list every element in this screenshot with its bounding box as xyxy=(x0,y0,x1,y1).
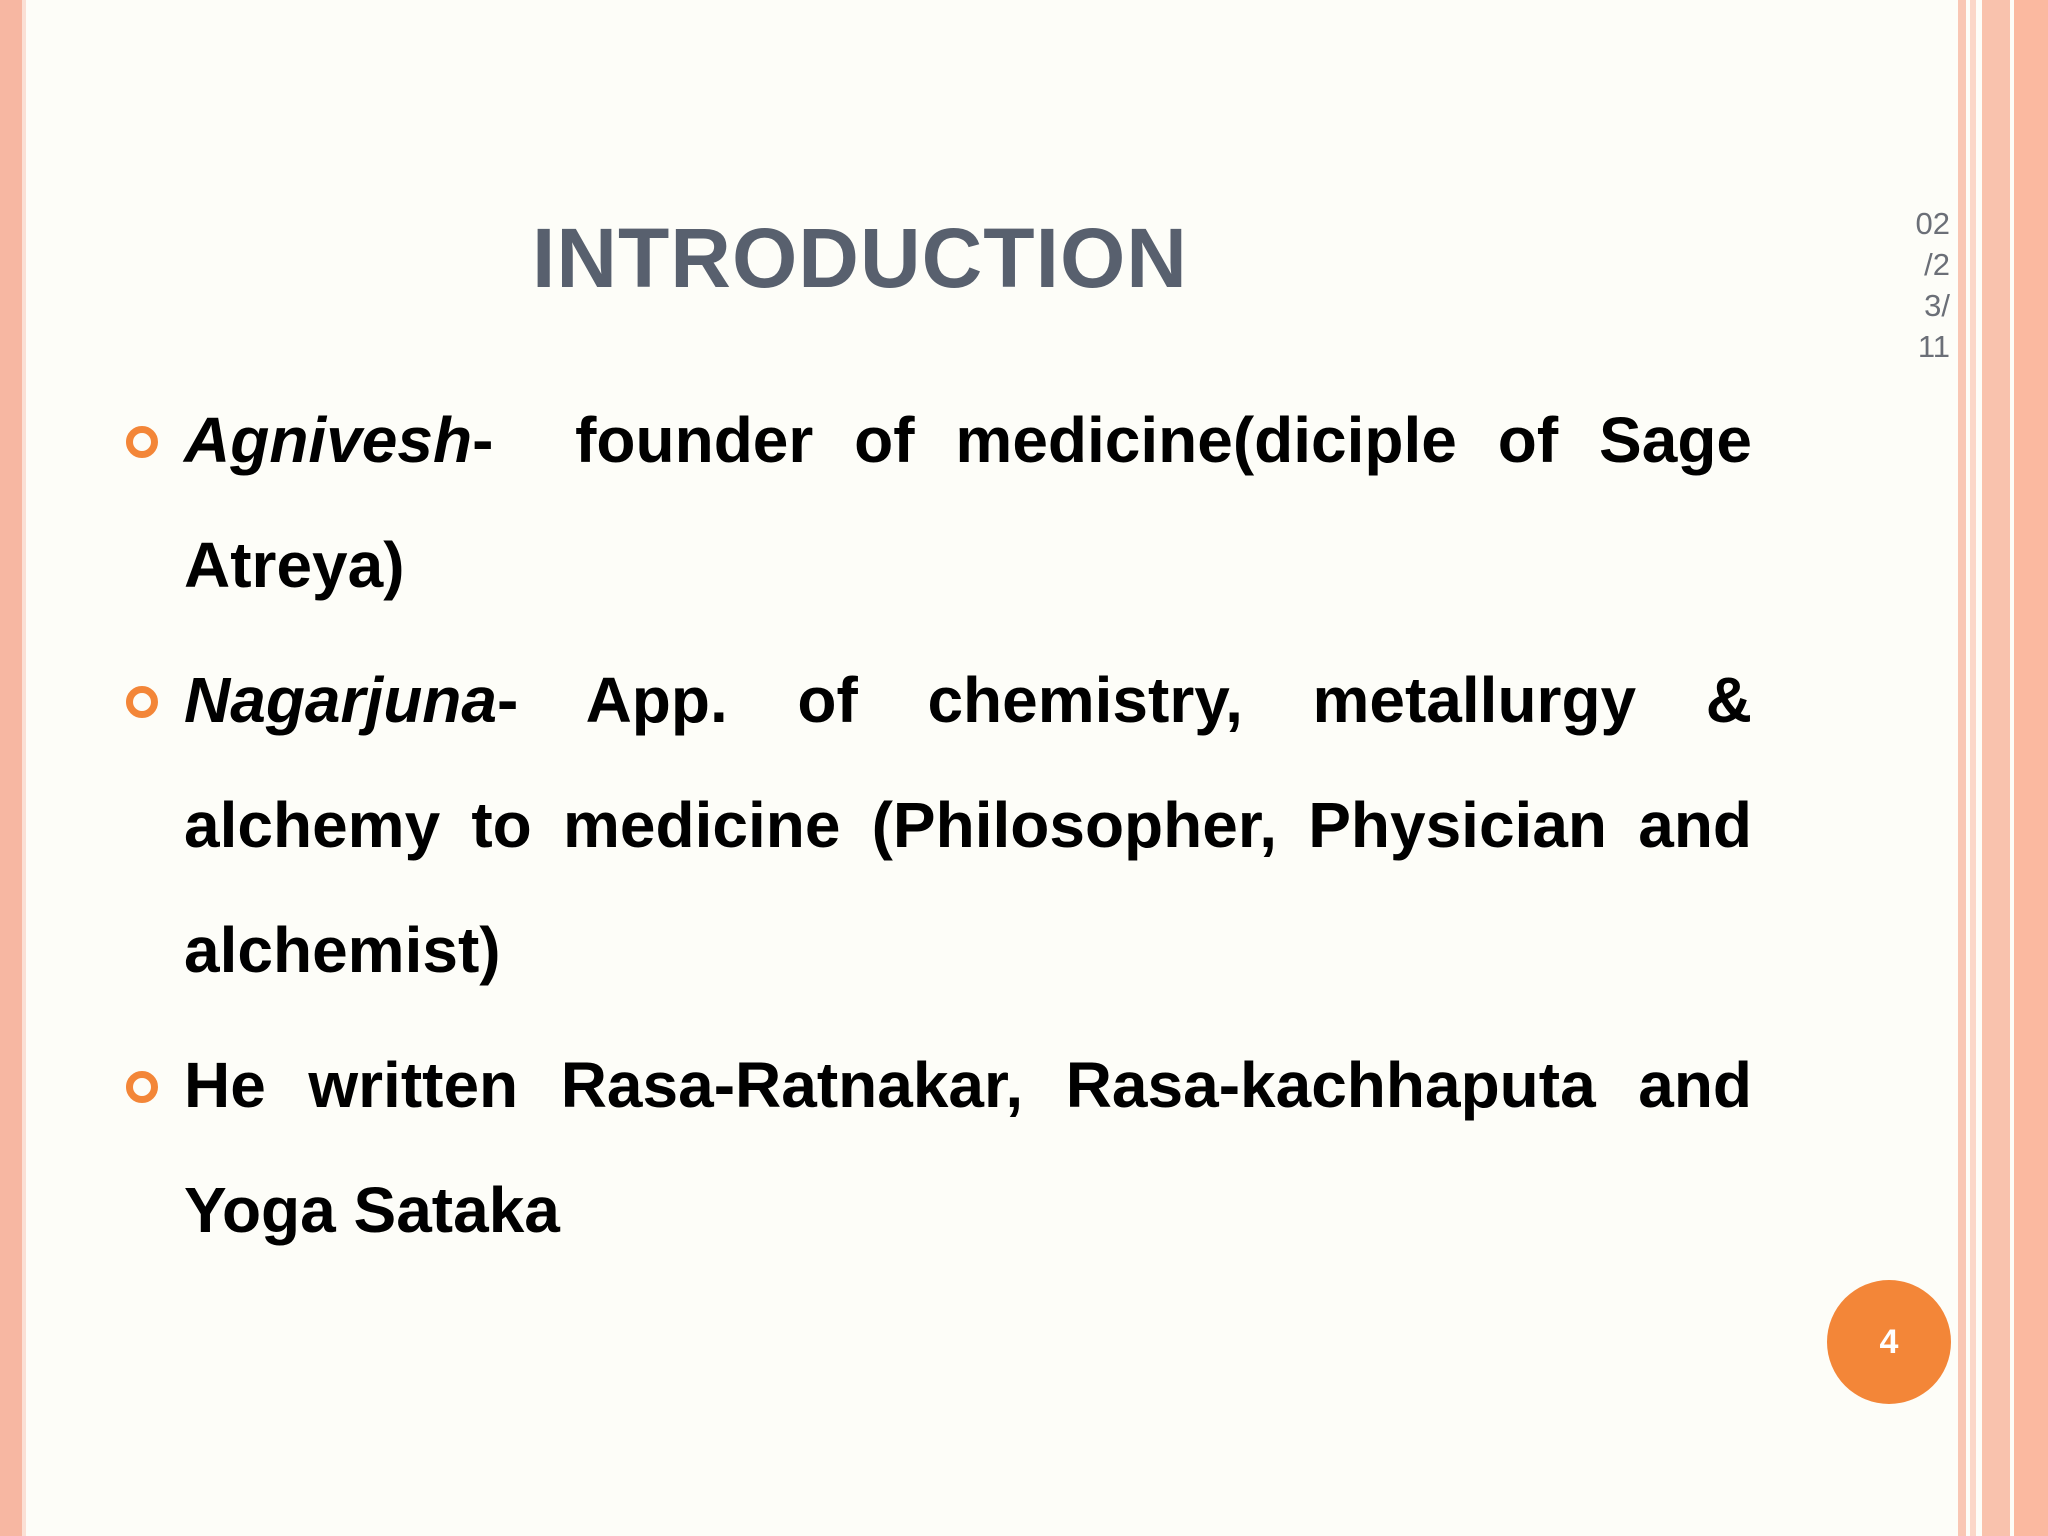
bullet-separator: - xyxy=(472,404,576,476)
bullet-text: App. of chemistry, metallurgy & alchemy to medicine (Philosopher, Physician and alchemist) xyxy=(184,664,1753,986)
right-decorative-band xyxy=(2014,0,2048,1536)
bullet-name: Nagarjuna xyxy=(184,664,497,736)
bullet-text: He written Rasa-Ratnakar, Rasa-kachhaputa and Yoga Sataka xyxy=(184,1049,1752,1246)
left-decorative-border-inner xyxy=(22,0,26,1536)
page-number: 4 xyxy=(1879,1322,1899,1361)
bullet-name: Agnivesh xyxy=(184,404,473,476)
bullet-ring-icon xyxy=(126,426,158,458)
right-decorative-band xyxy=(1970,0,1976,1536)
slide-date: 02 /2 3/ 11 xyxy=(1915,206,1950,364)
bullet-item xyxy=(184,1023,1752,1273)
bullet-item xyxy=(184,378,1752,628)
page-number-badge xyxy=(1827,1280,1951,1404)
left-decorative-border xyxy=(0,0,22,1536)
slide-title: INTRODUCTION xyxy=(532,211,1188,305)
bullet-item xyxy=(184,638,1752,1013)
bullet-ring-icon xyxy=(126,686,158,718)
bullet-ring-icon xyxy=(126,1071,158,1103)
right-decorative-band xyxy=(1982,0,2010,1536)
slide-content xyxy=(184,378,1752,1283)
right-decorative-band xyxy=(1958,0,1966,1536)
bullet-separator: - xyxy=(496,664,586,736)
bullet-text: founder of medicine(diciple of Sage Atreya) xyxy=(184,404,1753,601)
